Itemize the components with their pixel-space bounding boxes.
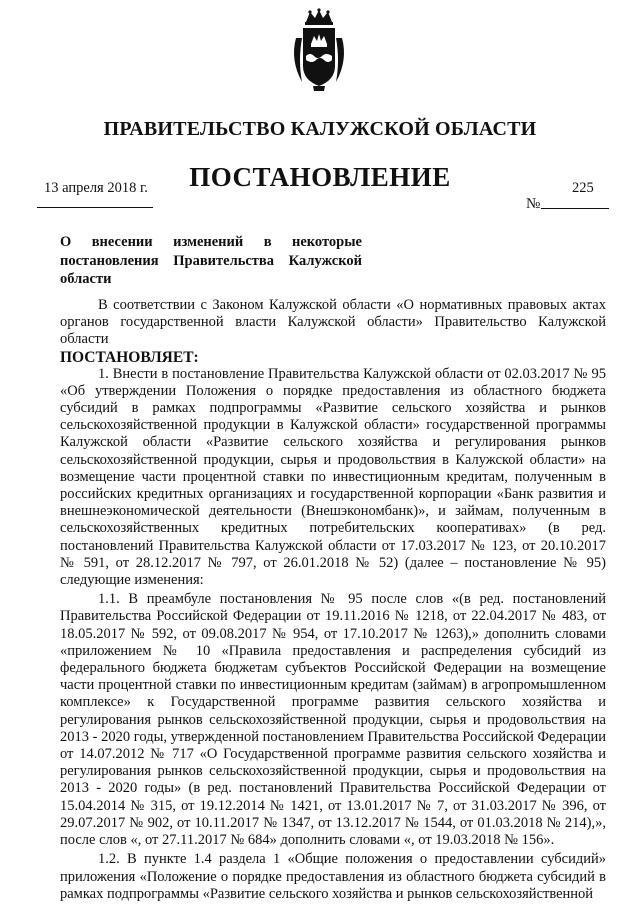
document-body [60,297,606,903]
item-1-1-paragraph: 1.1. В преамбуле постановления № 95 после слов «(в ред. постановлений Правительства Российской Федерации от 19.11.2016 № 1218, от 22.04.2017 № 483, от 18.05.2017 № 592, от 09.08.2017 № 954, от 17.10.2017 № 1263),» дополнить словами «приложением № 10 «Правила предоставления и распределения субсидий из федерального бюджета бюджетам субъектов Российской Федерации на возмещение части процентной ставки по инвестиционным кредитам (займам) в агропромышленном комплексе» к Государственной программе развития сельского хозяйства и регулирования рынков сельскохозяйственной продукции, сырья и продовольствия на 2013 - 2020 годы, утвержденной постановлением Правительства Российской Федерации от 14.07.2012 № 717 «О Государственной программе развития сельского хозяйства и регулирования рынков сельскохозяйственной продукции, сырья и продовольствия на 2013 - 2020 годы» (в ред. постановлений Правительства Российской Федерации от 15.04.2014 № 315, от 19.12.2014 № 1421, от 13.01.2017 № 7, от 31.03.2017 № 396, от 29.07.2017 № 902, от 10.11.2017 № 1347, от 13.12.2017 № 1544, от 01.03.2018 № 214),», после слов «, от 27.11.2017 № 684» дополнить словами «, от 19.03.2018 № 156». [60,591,606,849]
document-date: 13 апреля 2018 г. [44,180,148,196]
kaluga-coat-of-arms-icon [288,8,350,92]
document-type-title: ПОСТАНОВЛЕНИЕ [189,162,451,192]
intro-paragraph: В соответствии с Законом Калужской области «О нормативных правовых актах органов государственной власти Калужской области» Правительство Калужской области [60,297,606,348]
document-number: 225 [572,180,594,196]
date-underline [37,207,153,208]
subject-line: области [60,271,112,287]
item-1-2-paragraph: 1.2. В пункте 1.4 раздела 1 «Общие положения о предоставлении субсидий» приложения «Положение о порядке предоставления из областного бюджета субсидий в рамках подпрограммы «Развитие сельского хозяйства и рынков сельскохозяйственной [60,851,606,902]
document-subject [60,233,362,289]
government-title: ПРАВИТЕЛЬСТВО КАЛУЖСКОЙ ОБЛАСТИ [103,118,537,140]
item-1-paragraph: 1. Внести в постановление Правительства Калужской области от 02.03.2017 № 95 «Об утверждении Положения о порядке предоставления из областного бюджета субсидий в рамках подпрограммы «Развитие сельского хозяйства и рынков сельскохозяйственной продукции в Калужской области» государственной программы Калужской области «Развитие сельского хозяйства и регулирования рынков сельскохозяйственной продукции, сырья и продовольствия в Калужской области» на возмещение части процентной ставки по инвестиционным кредитам, полученным в российских кредитных организациях и государственной корпорации «Банк развития и внешнеэкономической деятельности (Внешэкономбанк)», и займам, полученным в сельскохозяйственных кредитных потребительских кооперативах» (в ред. постановлений Правительства Калужской области от 17.03.2017 № 123, от 20.10.2017 № 591, от 28.12.2017 № 797, от 26.01.2018 № 52) (далее – постановление № 95) следующие изменения: [60,365,606,589]
number-underline [541,208,609,209]
decree-heading: ПОСТАНОВЛЯЕТ: [60,348,199,366]
number-label: № [526,196,541,212]
subject-line: О внесении изменений в некоторые [60,234,362,250]
subject-line: постановления Правительства Калужской [60,252,362,269]
